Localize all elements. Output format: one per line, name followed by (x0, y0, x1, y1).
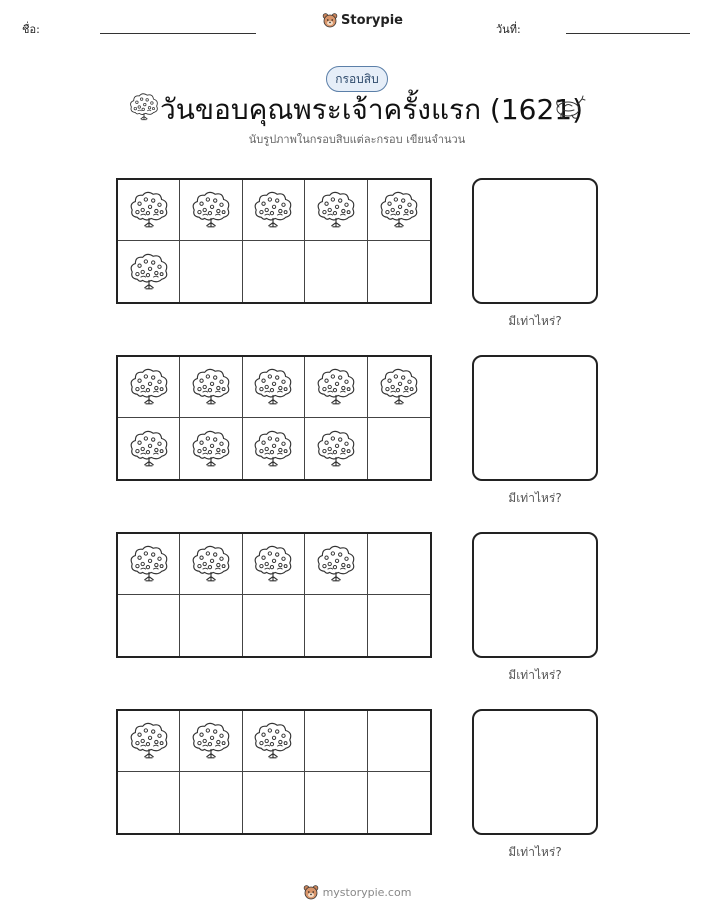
ten-frame-cell (305, 357, 367, 418)
ten-frame-cell (243, 595, 305, 656)
bear-logo-icon (303, 884, 319, 900)
how-many-label: มีเท่าไหร่? (508, 845, 562, 859)
tree-icon (315, 429, 357, 469)
answer-box[interactable] (472, 178, 598, 304)
ten-frame-cell (180, 180, 242, 241)
ten-frame-cell (368, 711, 430, 772)
ten-frame-cell (368, 241, 430, 302)
ten-frame-cell (243, 357, 305, 418)
tree-icon (128, 721, 170, 761)
ten-frame-cell (243, 534, 305, 595)
ten-frame-cell (243, 180, 305, 241)
ten-frame-cell (180, 534, 242, 595)
tree-icon (190, 721, 232, 761)
tree-icon (378, 190, 420, 230)
brand-name: Storypie (341, 12, 403, 28)
tree-icon (315, 544, 357, 584)
page-title: วันขอบคุณพระเจ้าครั้งแรก (1621) (160, 93, 584, 126)
footer (0, 884, 714, 900)
ten-frame-cell (305, 180, 367, 241)
topic-badge: กรอบสิบ (326, 66, 388, 92)
ten-frame-cell (368, 595, 430, 656)
instructions: นับรูปภาพในกรอบสิบแต่ละกรอบ เขียนจำนวน (248, 133, 466, 146)
brand-logo (322, 12, 403, 28)
name-line[interactable] (100, 33, 256, 34)
ten-frame-cell (368, 418, 430, 479)
ten-frame-cell (305, 595, 367, 656)
answer-box[interactable] (472, 709, 598, 835)
ten-frame-cell (118, 534, 180, 595)
ten-frame-cell (118, 772, 180, 833)
answer-box[interactable] (472, 355, 598, 481)
tree-icon (252, 190, 294, 230)
how-many-label: มีเท่าไหร่? (508, 668, 562, 682)
ten-frame (116, 709, 432, 835)
tree-icon (252, 544, 294, 584)
ten-frame-cell (368, 180, 430, 241)
ten-frame-cell (180, 711, 242, 772)
name-label: ชื่อ: (22, 23, 40, 36)
ten-frame-cell (118, 595, 180, 656)
ten-frame-cell (180, 772, 242, 833)
tree-icon (315, 190, 357, 230)
tree-icon (128, 92, 160, 122)
ten-frame-cell (368, 357, 430, 418)
ten-frame-cell (118, 357, 180, 418)
tree-icon (190, 190, 232, 230)
tree-icon (252, 429, 294, 469)
ten-frame-cell (243, 772, 305, 833)
footer-url[interactable]: mystorypie.com (322, 885, 412, 899)
ten-frame-cell (305, 241, 367, 302)
tree-icon (190, 367, 232, 407)
ten-frame-cell (368, 772, 430, 833)
ten-frame (116, 532, 432, 658)
ten-frame-cell (368, 534, 430, 595)
ten-frame-cell (243, 711, 305, 772)
bear-logo-icon (322, 12, 338, 28)
tree-icon (128, 367, 170, 407)
ten-frame-cell (180, 241, 242, 302)
tree-icon (128, 190, 170, 230)
tree-icon (190, 544, 232, 584)
tree-icon (252, 367, 294, 407)
ten-frame-cell (118, 241, 180, 302)
ten-frame-cell (305, 418, 367, 479)
ten-frame-cell (243, 418, 305, 479)
how-many-label: มีเท่าไหร่? (508, 491, 562, 505)
ten-frame-cell (180, 595, 242, 656)
turkey-icon (553, 93, 587, 121)
ten-frame-cell (305, 711, 367, 772)
ten-frame-cell (118, 711, 180, 772)
date-label: วันที่: (496, 23, 521, 36)
answer-box[interactable] (472, 532, 598, 658)
ten-frame-cell (118, 418, 180, 479)
ten-frame-cell (180, 418, 242, 479)
ten-frame (116, 178, 432, 304)
tree-icon (315, 367, 357, 407)
ten-frame-cell (305, 534, 367, 595)
ten-frame-cell (243, 241, 305, 302)
tree-icon (128, 429, 170, 469)
tree-icon (128, 252, 170, 292)
tree-icon (128, 544, 170, 584)
how-many-label: มีเท่าไหร่? (508, 314, 562, 328)
tree-icon (252, 721, 294, 761)
ten-frame-cell (180, 357, 242, 418)
ten-frame (116, 355, 432, 481)
tree-icon (378, 367, 420, 407)
ten-frame-cell (305, 772, 367, 833)
tree-icon (190, 429, 232, 469)
ten-frame-cell (118, 180, 180, 241)
date-line[interactable] (566, 33, 690, 34)
